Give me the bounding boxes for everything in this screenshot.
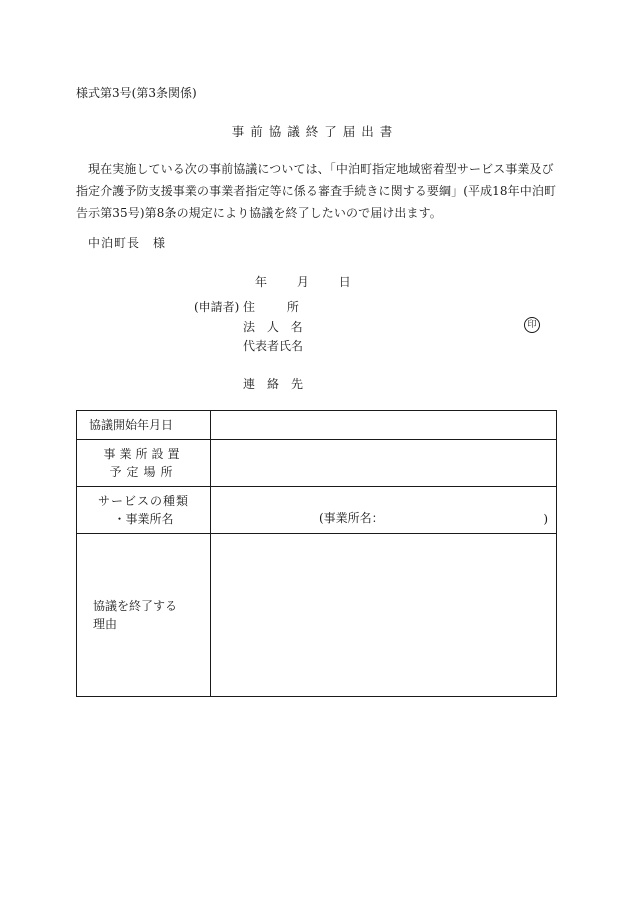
termination-reason-label — [77, 534, 211, 697]
service-type-label-line1: サービスの種類 — [97, 494, 189, 508]
planned-location-label-line1: 事業所設置 — [103, 447, 184, 461]
address-label — [243, 298, 299, 315]
table-row — [77, 487, 557, 534]
office-name-open: (事業所名： — [319, 511, 384, 525]
planned-location-label — [77, 440, 211, 487]
office-name-close: ) — [543, 512, 548, 526]
applicant-label: (申請者) — [194, 300, 240, 314]
seal-icon: 印 — [524, 317, 540, 333]
representative-label: 代表者氏名 — [243, 339, 304, 353]
table-row — [77, 411, 557, 440]
service-type-field[interactable] — [211, 487, 557, 534]
day-label: 日 — [338, 275, 351, 289]
service-type-label-line2: ・事業所名 — [113, 512, 174, 526]
document-title: 事前協議終了届出書 — [231, 124, 399, 139]
table-row — [77, 440, 557, 487]
planned-location-field[interactable] — [211, 440, 557, 487]
body-paragraph: 現在実施している次の事前協議については、「中泊町指定地域密着型サービス事業及び指定介護予防支援事業の事業者指定等に係る審査手続きに関する要綱」(平成18年中泊町告示第35号)第8条の規定により協議を終了したいので届け出ます。 — [76, 162, 557, 220]
month-label: 月 — [296, 275, 309, 289]
termination-reason-label-line1: 協議を終了する — [93, 599, 178, 613]
addressee: 中泊町長 様 — [88, 236, 167, 250]
table-row — [77, 534, 557, 697]
address-label-a: 住 — [243, 300, 256, 314]
corp-char-3: 名 — [290, 320, 303, 334]
corporation-name-label — [243, 318, 311, 335]
form-number: 様式第3号(第3条関係) — [76, 86, 197, 100]
start-date-label: 協議開始年月日 — [77, 411, 211, 440]
planned-location-label-line2: 予定場所 — [109, 465, 178, 479]
termination-reason-label-line2: 理由 — [93, 617, 118, 631]
corp-char-2: 人 — [266, 320, 279, 334]
service-type-label — [77, 487, 211, 534]
consultation-table — [76, 410, 557, 697]
address-label-b: 所 — [286, 300, 299, 314]
year-label: 年 — [255, 275, 268, 289]
date-line — [255, 273, 351, 290]
corp-char-1: 法 — [243, 320, 256, 334]
termination-reason-field[interactable] — [211, 534, 557, 697]
start-date-field[interactable] — [211, 411, 557, 440]
contact-label: 連絡先 — [243, 377, 316, 391]
